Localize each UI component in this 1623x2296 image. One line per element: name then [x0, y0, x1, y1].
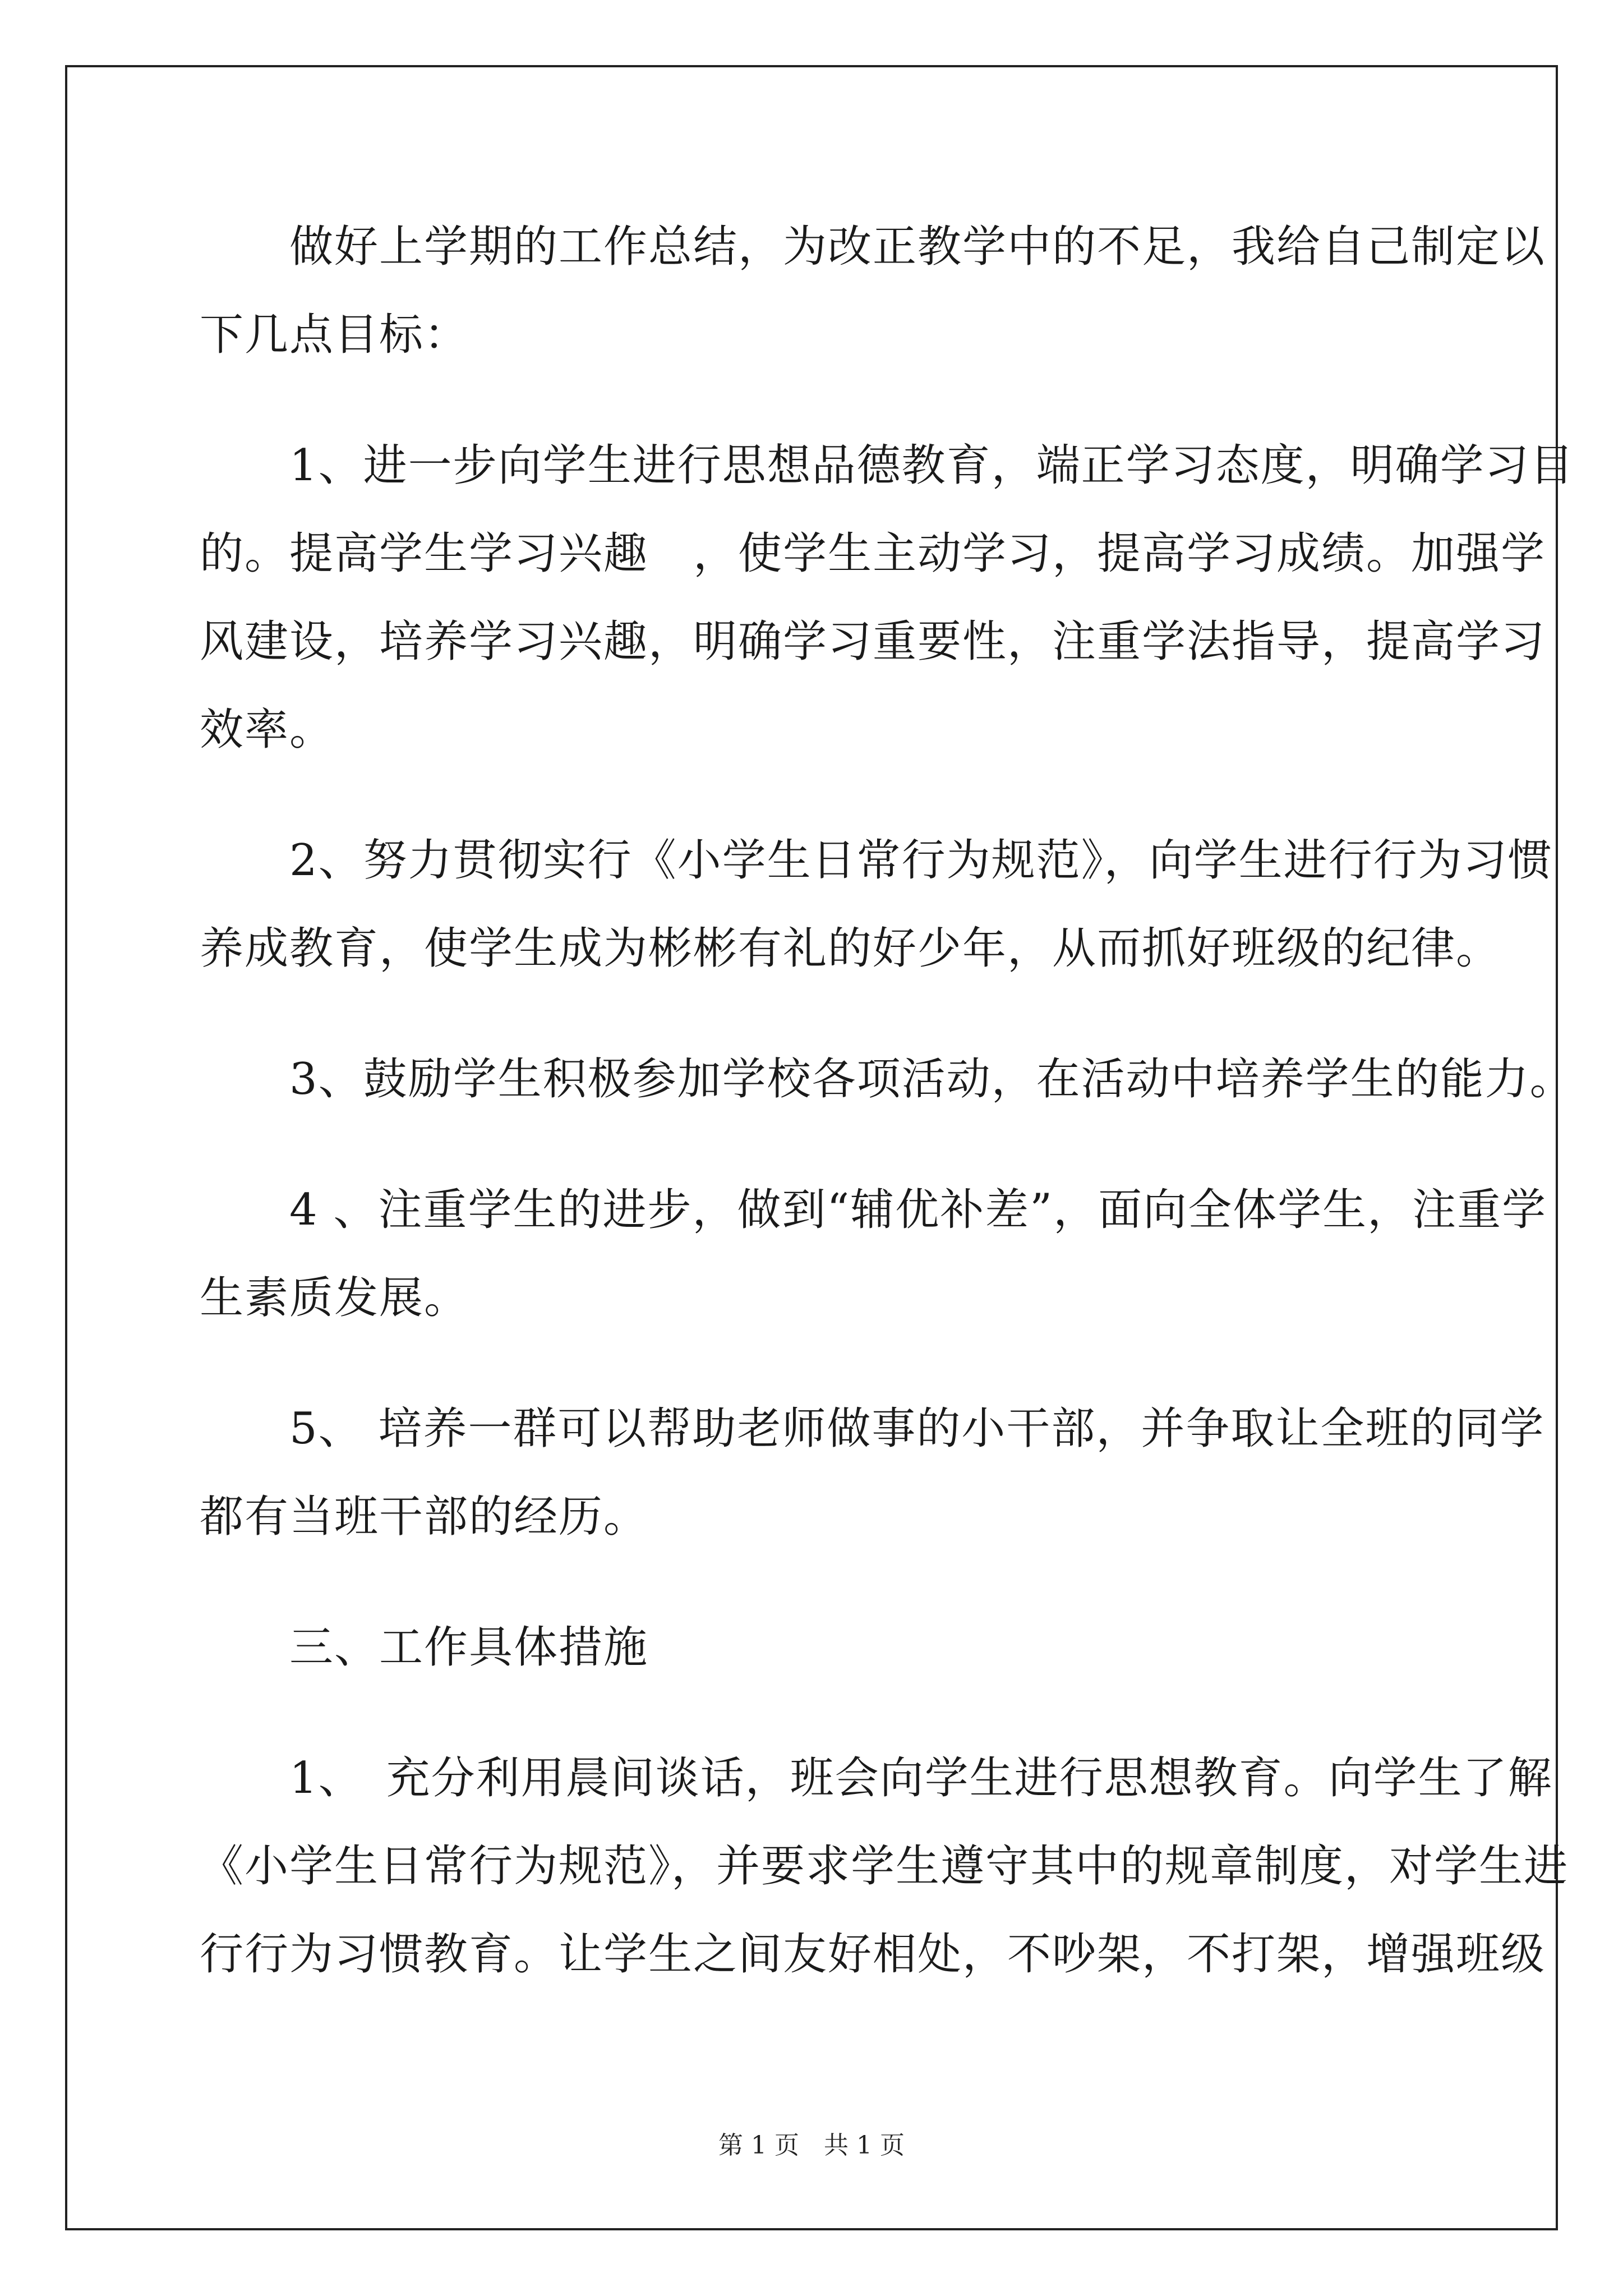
- text-line: 下几点目标：: [200, 310, 469, 360]
- text-line: 5、 培养一群可以帮助老师做事的小干部，并争取让全班的同学: [200, 1404, 1545, 1454]
- text-line: 《小学生日常行为规范》，并要求学生遵守其中的规章制度，对学生进: [200, 1841, 1569, 1892]
- text-line: 行行为习惯教育。让学生之间友好相处，不吵架，不打架，增强班级: [200, 1929, 1546, 1980]
- page-number-footer: 第 1 页 共 1 页: [718, 2131, 905, 2160]
- text-line: 做好上学期的工作总结，为改正教学中的不足，我给自己制定以: [200, 222, 1546, 272]
- text-line: 效率。: [200, 705, 335, 755]
- text-line: 生素质发展。: [200, 1273, 469, 1323]
- text-line: 养成教育，使学生成为彬彬有礼的好少年，从而抓好班级的纪律。: [200, 923, 1501, 974]
- text-line: 都有当班干部的经历。: [200, 1492, 649, 1542]
- page-border: [65, 65, 1558, 2230]
- text-line: 1、进一步向学生进行思想品德教育，端正学习态度，明确学习目: [200, 440, 1575, 491]
- text-line: 的。提高学生学习兴趣 ，使学生主动学习，提高学习成绩。加强学: [200, 528, 1546, 579]
- text-line: 风建设，培养学习兴趣，明确学习重要性，注重学法指导，提高学习: [200, 616, 1546, 667]
- section-heading: 三、工作具体措施: [200, 1622, 649, 1673]
- text-line: 2、努力贯彻实行《小学生日常行为规范》，向学生进行行为习惯: [200, 835, 1553, 886]
- text-line: 4 、注重学生的进步，做到“辅优补差”，面向全体学生，注重学: [200, 1185, 1547, 1235]
- text-line: 3、鼓励学生积极参加学校各项活动，在活动中培养学生的能力。: [200, 1054, 1575, 1105]
- text-line: 1、 充分利用晨间谈话，班会向学生进行思想教育。向学生了解: [200, 1753, 1553, 1803]
